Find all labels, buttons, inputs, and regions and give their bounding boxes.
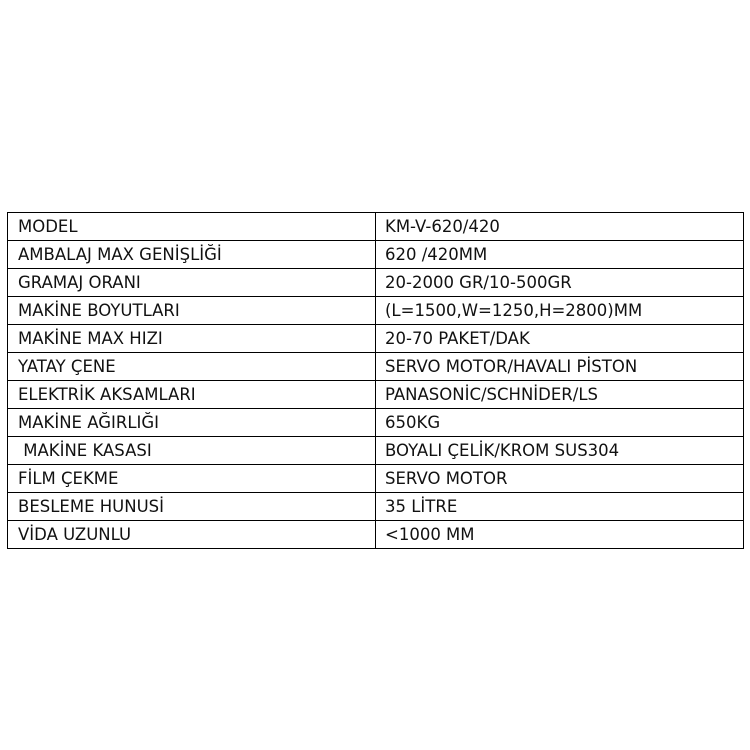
spec-label: MAKİNE BOYUTLARI [8, 297, 376, 325]
spec-value: PANASONİC/SCHNİDER/LS [376, 381, 744, 409]
spec-value: SERVO MOTOR/HAVALI PİSTON [376, 353, 744, 381]
spec-value: 20-70 PAKET/DAK [376, 325, 744, 353]
table-row [8, 353, 744, 381]
spec-value: 20-2000 GR/10-500GR [376, 269, 744, 297]
spec-label: GRAMAJ ORANI [8, 269, 376, 297]
table-row [8, 213, 744, 241]
spec-label: FİLM ÇEKME [8, 465, 376, 493]
table-row [8, 381, 744, 409]
spec-value: 650KG [376, 409, 744, 437]
table-row [8, 437, 744, 465]
spec-label: MAKİNE MAX HIZI [8, 325, 376, 353]
table-row [8, 325, 744, 353]
table-row [8, 409, 744, 437]
spec-label: YATAY ÇENE [8, 353, 376, 381]
spec-label: ELEKTRİK AKSAMLARI [8, 381, 376, 409]
spec-label: MAKİNE AĞIRLIĞI [8, 409, 376, 437]
table-row [8, 241, 744, 269]
spec-value: KM-V-620/420 [376, 213, 744, 241]
spec-label: AMBALAJ MAX GENİŞLİĞİ [8, 241, 376, 269]
spec-label: MODEL [8, 213, 376, 241]
spec-value: (L=1500,W=1250,H=2800)MM [376, 297, 744, 325]
spec-value: BOYALI ÇELİK/KROM SUS304 [376, 437, 744, 465]
spec-table [7, 212, 744, 549]
spec-label: VİDA UZUNLU [8, 521, 376, 549]
table-row [8, 269, 744, 297]
table-row [8, 521, 744, 549]
spec-value: SERVO MOTOR [376, 465, 744, 493]
spec-value: <1000 MM [376, 521, 744, 549]
spec-label: BESLEME HUNUSİ [8, 493, 376, 521]
spec-label: MAKİNE KASASI [8, 437, 376, 465]
spec-value: 35 LİTRE [376, 493, 744, 521]
table-row [8, 465, 744, 493]
table-row [8, 297, 744, 325]
table-row [8, 493, 744, 521]
spec-value: 620 /420MM [376, 241, 744, 269]
